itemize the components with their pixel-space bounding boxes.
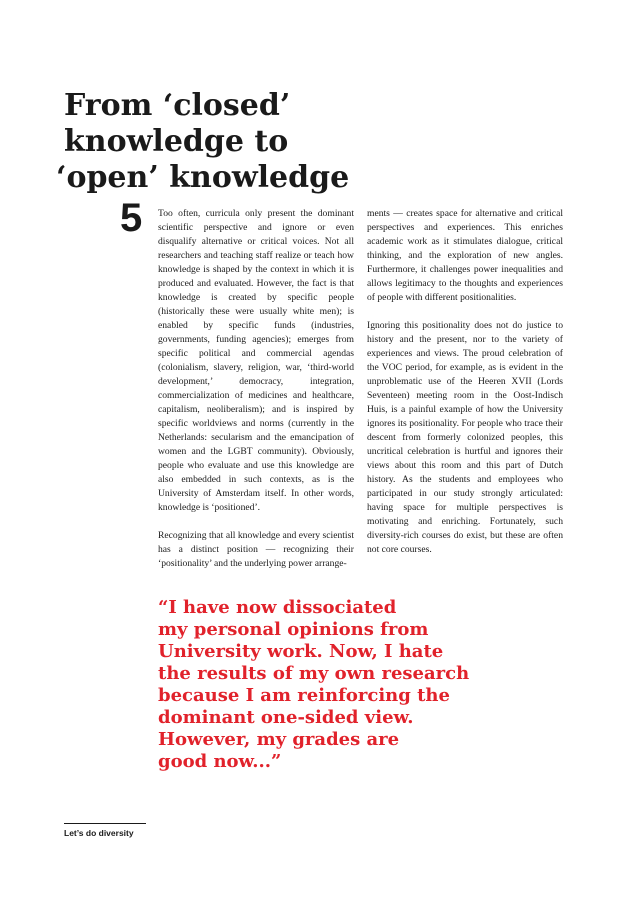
- body-paragraph: Ignoring this positionality does not do justice to history and the present, nor to the variety of experiences and views. The proud celebration of the VOC period, for example, as is evident in the unproblematic use of the Heeren XVII (Lords Seventeen) meeting room in the Oost-Indisch Huis, is a painful example of how the University ignores its positionality. For people who trace their descent from formerly colonized peoples, this uncritical celebration is hurtful and ignores their views about this room and this part of Dutch history. As the students and employees who participated in our study strongly articulated: having space for multiple perspectives is motivating and enriching. Fortunately, such diversity-rich courses do exist, but these are often not core courses.: [367, 320, 563, 555]
- body-paragraph: Recognizing that all knowledge and every scientist has a distinct position — recognizing their ‘positionality’ and the underlying power arrange-: [158, 530, 354, 569]
- quote-line: my personal opinions from: [158, 619, 429, 640]
- quote-line: dominant one-sided view.: [158, 707, 414, 728]
- body-paragraph: ments — creates space for alternative and critical perspectives and experiences. This enriches academic work as it stimulates dialogue, critical thinking, and the exploration of new angles. Furthermore, it challenges power inequalities and allows legitimacy to the thoughts and experiences of people with different positionalities.: [367, 208, 563, 303]
- quote-line: good now...”: [158, 751, 282, 772]
- quote-line: because I am reinforcing the: [158, 685, 450, 706]
- title-line: From ‘closed’: [64, 88, 291, 124]
- page-title: [56, 88, 484, 196]
- footer-label: Let’s do diversity: [64, 828, 134, 838]
- quote-line: the results of my own research: [158, 663, 470, 684]
- pull-quote: [158, 597, 470, 773]
- title-line: knowledge to: [64, 124, 289, 160]
- quote-line: University work. Now, I hate: [158, 641, 444, 662]
- quote-line: “I have now dissociated: [158, 597, 397, 618]
- chapter-number: 5: [120, 196, 143, 240]
- quote-line: However, my grades are: [158, 729, 400, 750]
- footer-divider: [64, 823, 146, 824]
- body-column-right: [367, 207, 563, 571]
- title-line: ‘open’ knowledge: [56, 160, 350, 196]
- body-column-left: [158, 207, 354, 585]
- body-paragraph: Too often, curricula only present the dominant scientific perspective and ignore or even disqualify alternative or critical voices. Not all researchers and teaching staff realize or teach how knowledge is shaped by the context in which it is produced and evaluated. However, the fact is that knowledge is created by specific people (historically these were usually white men); is enabled by specific funds (industries, governments, funding agencies); emerges from specific political and commercial agendas (colonialism, slavery, religion, war, ‘third-world development,’ democracy, integration, commercialization of medicines and healthcare, capitalism, neoliberalism); and is inspired by specific worldviews and norms (currently in the Netherlands: secularism and the emancipation of women and the LGBT community). Obviously, people who evaluate and use this knowledge are also embedded in such contexts, as is the University of Amsterdam itself. In other words, knowledge is ‘positioned’.: [158, 208, 354, 513]
